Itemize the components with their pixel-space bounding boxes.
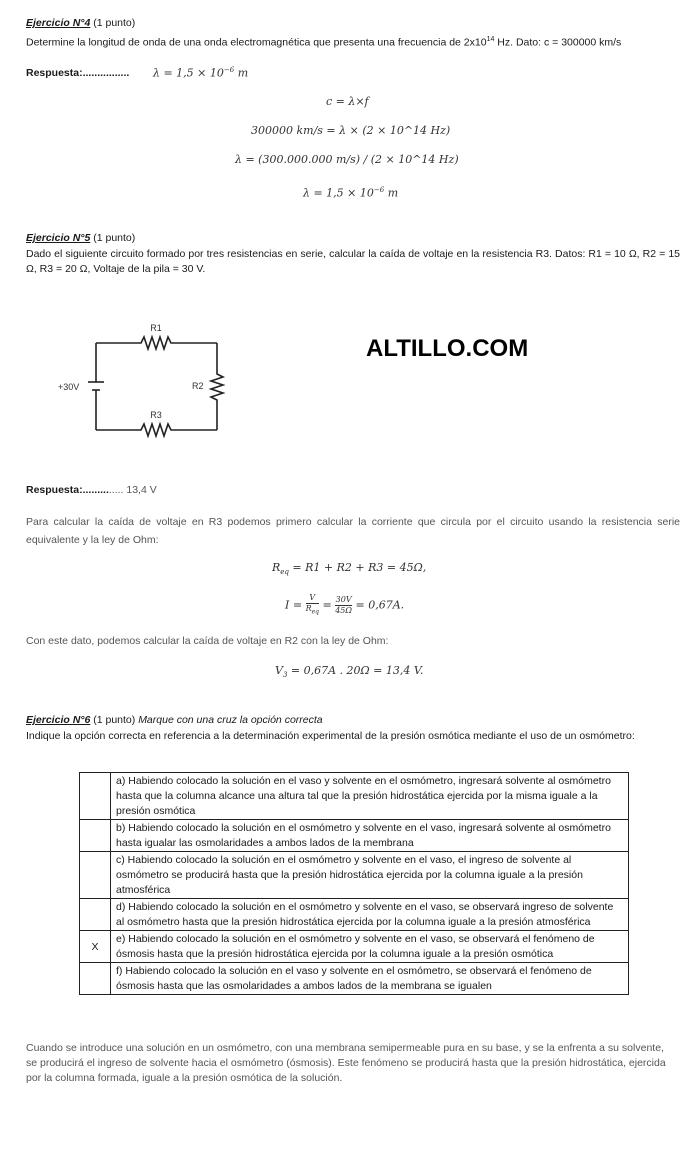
ex5-points: (1 punto) [90, 232, 136, 244]
option-text: c) Habiendo colocado la solución en el osmómetro y solvente en el vaso, el ingreso de solvente al osmómetro se producirá hasta que la presión hidrostática ejercida por la columna iguale a la presión atmosférica [111, 852, 629, 899]
source-label: +30V [58, 382, 80, 392]
ex6-explanation: Cuando se introduce una solución en un osmómetro, con una membrana semipermeable pura en su base, y se la enfrenta a su solvente, se producirá el ingreso de solvente hacia el osmómetro (ósmosis). Este fenómeno se producirá hasta que la presión hidrostática, ejercida por la columna formada, iguale a la presión osmótica de la solución. [26, 1042, 666, 1084]
ex5-explanation1: Para calcular la caída de voltaje en R3 podemos primero calcular la corriente que circula por el circuito usando la resistencia serie equivalente y la ley de Ohm: [26, 516, 680, 546]
option-row [80, 931, 629, 963]
option-mark-cell[interactable] [80, 852, 111, 899]
ex4-eq1: c = λ×f [326, 95, 369, 108]
circuit-diagram [55, 318, 235, 443]
r1-resistor [96, 337, 217, 349]
r3-label: R3 [150, 410, 162, 420]
ex5-frac-45: 45Ω [335, 605, 353, 615]
option-text: f) Habiendo colocado la solución en el vaso y solvente en el osmómetro, se observará el fenómeno de ósmosis hasta que las osmolaridades a ambos lados de la membrana se igualen [111, 963, 629, 995]
ex4-eq4 [303, 186, 398, 200]
option-mark-cell[interactable] [80, 899, 111, 931]
ex4-eq2: 300000 km/s = λ × (2 × 10^14 Hz) [251, 124, 451, 137]
ex5-answer-value: ..... 13,4 V [108, 484, 157, 496]
ex5-heading [26, 231, 135, 246]
r2-resistor [211, 343, 223, 430]
ex4-eq4-base: λ = 1,5 × 10 [303, 186, 374, 200]
ex4-eq4-unit: m [384, 186, 399, 200]
ex6-title: Ejercicio N°6 [26, 714, 91, 726]
option-mark-cell[interactable]: X [80, 931, 111, 963]
ex5-frac-num: V [306, 593, 319, 604]
ex4-eq3: λ = (300.000.000 m/s) / (2 × 10^14 Hz) [235, 153, 459, 166]
ex4-answer-exp: −6 [223, 66, 235, 74]
ex6-heading [26, 713, 323, 728]
option-row [80, 963, 629, 995]
ex4-heading [26, 16, 135, 31]
ex4-answer-value [153, 66, 248, 80]
option-text: b) Habiendo colocado la solución en el osmómetro y solvente en el vaso, ingresará solvente al osmómetro hasta igualar las osmolaridades a ambos lados de la membrana [111, 820, 629, 852]
ex5-frac-30v: 30V [335, 594, 352, 604]
ex6-instruction: Marque con una cruz la opción correcta [138, 714, 323, 726]
ex5-answer [26, 483, 157, 498]
r1-label: R1 [150, 323, 162, 333]
option-text: e) Habiendo colocado la solución en el osmómetro y solvente en el vaso, se observará el fenómeno de ósmosis hasta que la presión hidrostática ejercida por la columna iguale a la presión osmótica [111, 931, 629, 963]
ex5-eq-i-lhs: I = [285, 598, 303, 612]
ex5-frac-v-r: V $R_{eq}$ [305, 593, 319, 616]
ex5-title: Ejercicio N°5 [26, 232, 91, 244]
r3-resistor [96, 424, 217, 436]
ex5-eq-req-rhs: = R1 + R2 + R3 = 45Ω, [292, 561, 427, 574]
ex5-eq-req: $R_{eq} = R1 + R2 + R3 = 45\Omega$, [272, 561, 427, 577]
ex5-question: Dado el siguiente circuito formado por tres resistencias en serie, calcular la caída de voltaje en la resistencia R3. Datos: R1 = 10 Ω, R2 = 15 Ω, R3 = 20 Ω, Voltaje de la pila = 30 V. [26, 248, 680, 275]
ex4-answer-base: λ = 1,5 × 10 [153, 66, 224, 80]
option-text: a) Habiendo colocado la solución en el vaso y solvente en el osmómetro, ingresará solvente al osmómetro hasta que la columna alcance una altura tal que la presión hidrostática ejercida por la misma iguale a la presión osmótica [111, 773, 629, 820]
ex5-explanation2: Con este dato, podemos calcular la caída de voltaje en R2 con la ley de Ohm: [26, 635, 389, 647]
option-mark-cell[interactable] [80, 820, 111, 852]
option-mark-cell[interactable] [80, 773, 111, 820]
ex4-question-text: Determine la longitud de onda de una onda electromagnética que presenta una frecuencia de 2x10 [26, 36, 487, 49]
ex4-title: Ejercicio N°4 [26, 17, 91, 29]
ex4-points: (1 punto) [90, 17, 136, 29]
brand-watermark: ALTILLO.COM [366, 335, 529, 362]
ex5-eq-i-rhs: = 0,67A. [355, 598, 405, 612]
ex6-question: Indique la opción correcta en referencia a la determinación experimental de la presión osmótica mediante el uso de un osmómetro: [26, 730, 635, 742]
ex4-question-exp: 14 [486, 36, 495, 43]
options-table [79, 772, 629, 995]
ex5-eq-v3-rhs: = 0,67A . 20Ω = 13,4 V. [290, 664, 424, 677]
ex4-question-tail: Hz. Dato: c = 300000 km/s [494, 36, 622, 49]
option-row [80, 820, 629, 852]
ex4-answer-unit: m [234, 66, 249, 80]
r2-label: R2 [192, 381, 204, 391]
ex5-eq-v3: $V_3 = 0,67A$ . 20Ω = 13,4 V. [275, 664, 424, 680]
ex4-answer-label: Respuesta:................ [26, 67, 130, 79]
ex4-eq4-exp: −6 [373, 186, 385, 194]
ex5-frac-den: R [305, 604, 312, 613]
option-row [80, 773, 629, 820]
option-text: d) Habiendo colocado la solución en el osmómetro y solvente en el vaso, se observará ingreso de solvente al osmómetro hasta que la presión hidrostática ejercida por la columna iguale a la presión atmosférica [111, 899, 629, 931]
ex5-answer-label: Respuesta:......... [26, 484, 109, 496]
ex6-points: (1 punto) [90, 714, 139, 726]
option-row [80, 899, 629, 931]
ex5-frac-values [335, 595, 352, 616]
option-row [80, 852, 629, 899]
option-mark-cell[interactable] [80, 963, 111, 995]
ex4-question [26, 32, 686, 51]
ex5-eq-current: I = V $R_{eq}$ = $\frac{30V}{45\Omega}$ = 0,67A. [285, 593, 405, 616]
